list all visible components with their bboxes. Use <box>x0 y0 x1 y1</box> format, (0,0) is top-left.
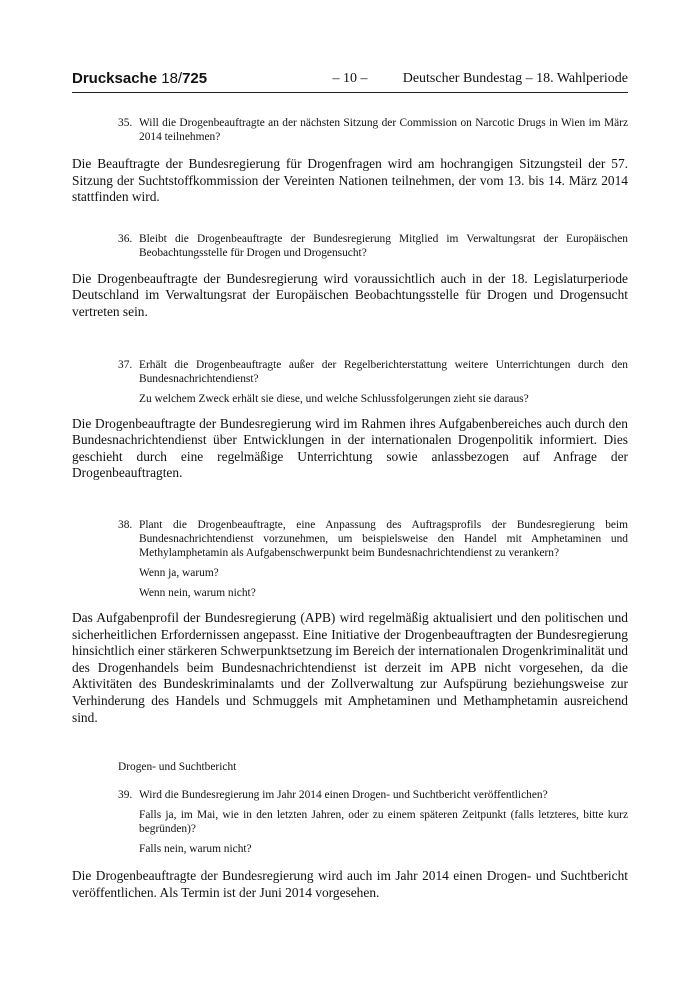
question-number: 36. <box>118 232 133 245</box>
question-35 <box>118 116 628 144</box>
page-header <box>72 70 628 92</box>
publisher: Deutscher Bundestag – 18. Wahlperiode <box>402 71 628 86</box>
question-text: Erhält die Drogenbeauftragte außer der Regelberichterstattung weitere Unterrichtungen durch den Bundesnachrichtendienst? <box>139 358 628 385</box>
document-body <box>72 108 628 901</box>
question-text: Will die Drogenbeauftragte an der nächsten Sitzung der Commission on Narcotic Drugs in Wien im März 2014 teilnehmen? <box>139 117 628 143</box>
question-text: Wird die Bundesregierung im Jahr 2014 einen Drogen- und Suchtbericht veröffentlichen? <box>139 789 548 802</box>
answer-39: Die Drogenbeauftragte der Bundesregierung wird auch im Jahr 2014 einen Drogen- und Suchtbericht veröffentlichen. Als Termin ist der Juni 2014 vorgesehen. <box>72 868 628 900</box>
question-text: Falls ja, im Mai, wie in den letzten Jahren, oder zu einem späteren Zeitpunkt (falls letzteres, bitte kurz begründen)? <box>139 809 628 836</box>
question-37 <box>118 358 628 406</box>
question-text: Zu welchem Zweck erhält sie diese, und welche Schlussfolgerungen zieht sie daraus? <box>139 392 529 405</box>
question-number: 37. <box>118 358 133 371</box>
document-number-main: 725 <box>182 70 208 87</box>
question-text: Wenn nein, warum nicht? <box>139 586 256 599</box>
question-text: Wenn ja, warum? <box>139 566 219 579</box>
question-number: 39. <box>118 789 133 802</box>
question-text: Plant die Drogenbeauftragte, eine Anpassung des Auftragsprofils der Bundesregierung beim Bundesnachrichtendienst vorzunehmen, um beispielsweise den Handel mit Amphetaminen und Methylamphetamin als Aufgabenschwerpunkt beim Bundesnachrichtendienst zu verankern? <box>139 518 628 559</box>
section-heading: Drogen- und Suchtbericht <box>118 761 237 774</box>
document-number-prefix: 18/ <box>161 70 183 87</box>
question-number: 38. <box>118 518 133 531</box>
question-number: 35. <box>118 117 133 129</box>
question-39 <box>118 788 628 856</box>
page-number: – 10 – <box>332 71 368 86</box>
question-38 <box>118 518 628 600</box>
answer-38: Das Aufgabenprofil der Bundesregierung (APB) wird regelmäßig aktualisiert und den politischen und sicherheitlichen Erfordernissen angepasst. Eine Initiative der Drogenbeauftragten der Bundesregierung hinsichtlich einer stärkeren Schwerpunktsetzung im Bereich der internationalen Drogenkriminalität und des Drogenhandels beim Bundesnachrichtendienst ist derzeit im APB nicht vorgesehen, da die Aktivitäten des Bundeskriminalamts und der Zollverwaltung zur Aufspürung beziehungsweise zur Verhinderung des Handels und Schmuggels mit Amphetaminen und Methamphetamin ausreichend sind. <box>72 609 628 725</box>
header-rule <box>72 92 628 93</box>
question-text: Falls nein, warum nicht? <box>139 843 252 856</box>
question-36 <box>118 232 628 260</box>
answer-36: Die Drogenbeauftragte der Bundesregierung wird voraussichtlich auch in der 18. Legislaturperiode Deutschland im Verwaltungsrat der Europäischen Beobachtungsstelle für Drogen und Drogensucht vertreten sein. <box>72 270 628 319</box>
document-label: Drucksache <box>72 70 158 87</box>
answer-35: Die Beauftragte der Bundesregierung für Drogenfragen wird am hochrangigen Sitzungsteil der 57. Sitzung der Suchtstoffkommission der Vereinten Nationen teilnehmen, der vom 13. bis 14. März 2014 stattfinden wird. <box>72 156 628 205</box>
answer-37: Die Drogenbeauftragte der Bundesregierung wird im Rahmen ihres Aufgabenbereiches auch durch den Bundesnachrichtendienst über Entwicklungen in der internationalen Drogenpolitik informiert. Dies geschieht durch eine regelmäßige Unterrichtung sowie anlassbezogen auf Anfrage der Drogenbeauftragten. <box>72 415 628 481</box>
question-text: Bleibt die Drogenbeauftragte der Bundesregierung Mitglied im Verwaltungsrat der Europäischen Beobachtungsstelle für Drogen und Drogensucht? <box>139 232 628 259</box>
